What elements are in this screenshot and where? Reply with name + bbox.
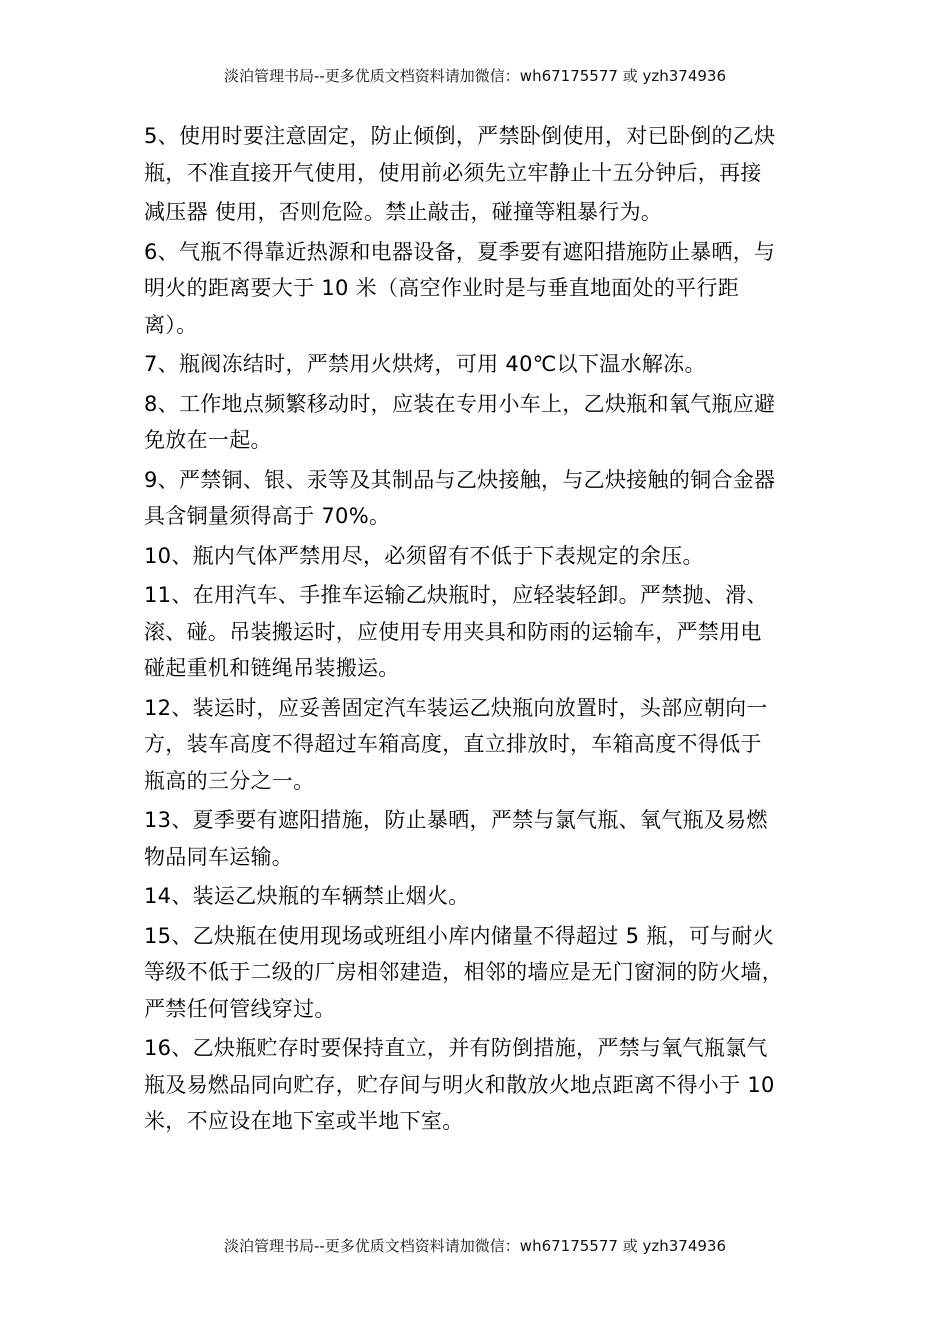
document-body [144,118,812,1143]
paragraph-5 [144,118,812,231]
paragraph-line: 8、工作地点频繁移动时，应装在专用小车上，乙炔瓶和氧气瓶应避 [144,391,776,416]
paragraph-line: 13、夏季要有遮阳措施，防止暴晒，严禁与氯气瓶、氧气瓶及易燃 [144,808,768,832]
paragraph-line: 瓶，不准直接开气使用，使用前必须先立牢静止十五分钟后，再接 [144,160,762,185]
paragraph-13 [144,802,812,875]
paragraph-line: 碰起重机和链绳吊装搬运。 [144,656,400,680]
paragraph-line: 16、乙炔瓶贮存时要保持直立，并有防倒措施，严禁与氧气瓶氯气 [144,1036,768,1060]
paragraph-line: 等级不低于二级的厂房相邻建造，相邻的墙应是无门窗洞的防火墙， [144,960,783,984]
paragraph-7 [144,346,812,383]
paragraph-line: 离）。 [144,312,198,337]
paragraph-line: 具含铜量须得高于 70%。 [144,504,391,528]
paragraph-line: 15、乙炔瓶在使用现场或班组小库内储量不得超过 5 瓶，可与耐火 [144,923,775,948]
paragraph-line: 免放在一起。 [144,428,272,452]
page-header: 淡泊管理书局--更多优质文档资料请加微信：wh67175577 或 yzh374936 [223,67,726,85]
paragraph-line: 11、在用汽车、手推车运输乙炔瓶时，应轻装轻卸。严禁抛、滑、 [144,583,768,607]
paragraph-line: 明火的距离要大于 10 米（高空作业时是与垂直地面处的平行距 [144,276,740,300]
paragraph-line: 方，装车高度不得超过车箱高度，直立排放时，车箱高度不得低于 [144,732,762,756]
paragraph-line: 6、气瓶不得靠近热源和电器设备，夏季要有遮阳措施防止暴晒，与 [144,239,776,264]
paragraph-line: 瓶高的三分之一。 [144,768,315,793]
paragraph-12 [144,690,812,800]
paragraph-15 [144,918,812,1028]
paragraph-line: 物品同车运输。 [144,844,294,869]
paragraph-6 [144,234,812,344]
paragraph-line: 严禁任何管线穿过。 [144,996,336,1021]
paragraph-9 [144,462,812,535]
paragraph-line: 米，不应设在地下室或半地下室。 [144,1109,464,1133]
paragraph-line: 10、瓶内气体严禁用尽，必须留有不低于下表规定的余压。 [144,543,704,568]
paragraph-8 [144,386,812,459]
paragraph-line: 12、装运时，应妥善固定汽车装运乙炔瓶向放置时，头部应朝向一 [144,695,768,720]
paragraph-14 [144,878,812,915]
paragraph-line: 14、装运乙炔瓶的车辆禁止烟火。 [144,884,470,908]
paragraph-16 [144,1030,812,1140]
paragraph-line: 7、瓶阀冻结时，严禁用火烘烤，可用 40℃以下温水解冻。 [144,352,706,376]
paragraph-line: 滚、碰。吊装搬运时，应使用专用夹具和防雨的运输车，严禁用电 [144,619,762,644]
paragraph-line: 减压器 使用，否则危险。禁止敲击，碰撞等粗暴行为。 [144,200,663,224]
page-footer: 淡泊管理书局--更多优质文档资料请加微信：wh67175577 或 yzh374936 [223,1237,726,1255]
paragraph-10 [144,538,812,575]
paragraph-line: 瓶及易燃品同向贮存，贮存间与明火和散放火地点距离不得小于 10 [144,1072,775,1097]
paragraph-11 [144,577,812,687]
paragraph-line: 5、使用时要注意固定，防止倾倒，严禁卧倒使用，对已卧倒的乙炔 [144,124,776,148]
paragraph-line: 9、严禁铜、银、汞等及其制品与乙炔接触，与乙炔接触的铜合金器 [144,467,776,492]
